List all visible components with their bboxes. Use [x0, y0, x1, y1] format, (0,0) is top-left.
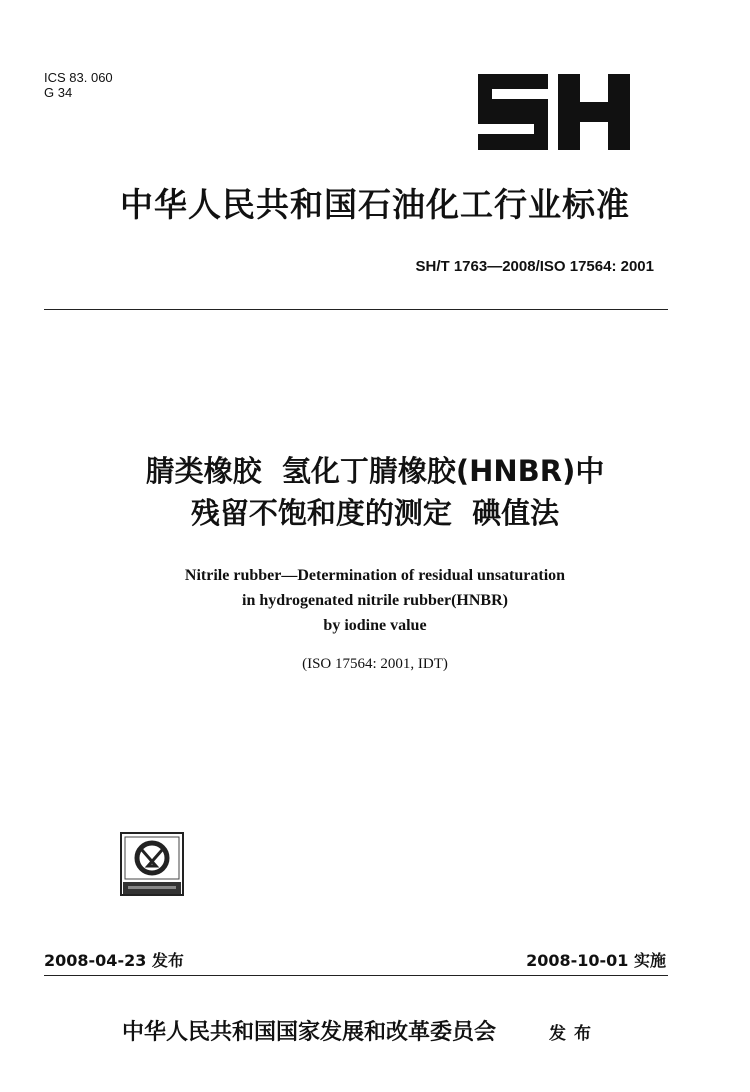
ccs-code: G 34: [44, 85, 73, 100]
footer-divider: [44, 975, 668, 976]
publisher-name: 中华人民共和国国家发展和改革委员会: [122, 1020, 497, 1045]
publisher-seal-icon: [120, 832, 184, 896]
publish-label: 发布: [549, 1024, 599, 1044]
chinese-title-line2: 残留不饱和度的测定 碘值法: [190, 496, 560, 530]
english-title-line2: in hydrogenated nitrile rubber(HNBR): [242, 592, 508, 609]
classification-codes: [44, 70, 113, 100]
english-title-line3: by iodine value: [323, 617, 427, 634]
chinese-title-line1: 腈类橡胶 氢化丁腈橡胶(HNBR)中: [145, 454, 605, 488]
standard-organization: 中华人民共和国石油化工行业标准: [120, 185, 630, 224]
iso-equivalence: (ISO 17564: 2001, IDT): [302, 656, 448, 672]
issue-date: 2008-04-23 发布: [44, 951, 184, 970]
ics-code: ICS 83. 060: [44, 70, 113, 85]
header-divider: [44, 309, 668, 310]
standard-number: SH/T 1763—2008/ISO 17564: 2001: [415, 258, 654, 275]
chinese-title: [0, 450, 750, 534]
sh-logo: [478, 74, 630, 150]
effective-date: 2008-10-01 实施: [526, 951, 666, 970]
english-title-line1: Nitrile rubber—Determination of residual unsaturation: [184, 567, 566, 584]
english-title: [0, 563, 750, 638]
